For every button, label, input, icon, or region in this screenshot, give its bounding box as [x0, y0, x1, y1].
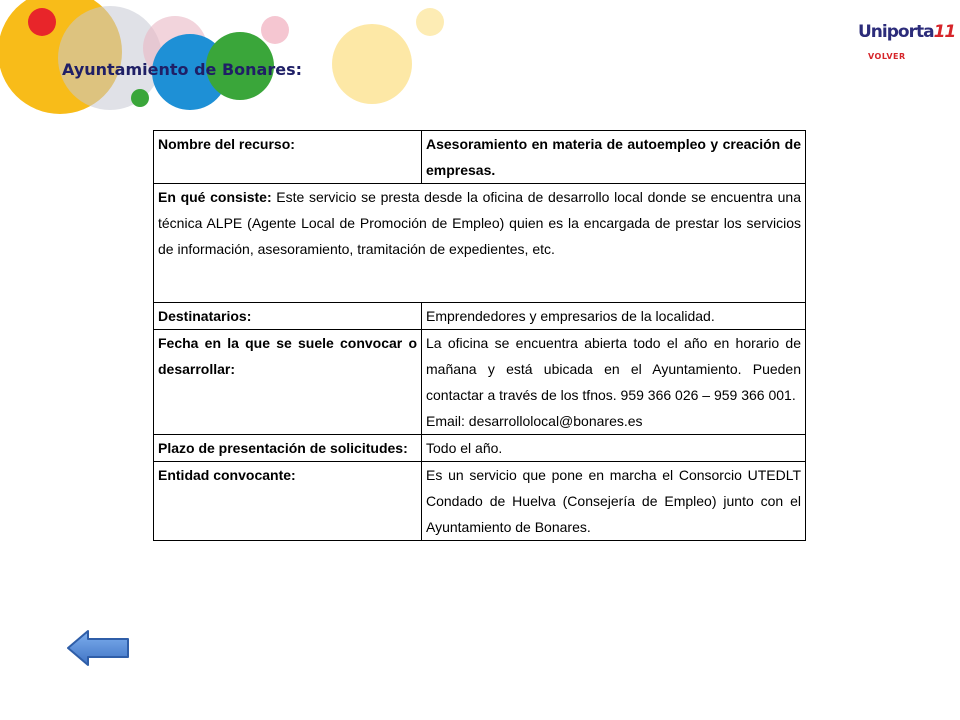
table-row [154, 303, 806, 330]
row-label-destinatarios: Destinatarios: [154, 303, 422, 330]
table-row [154, 435, 806, 462]
fecha-text: La oficina se encuentra abierta todo el año en horario de mañana y está ubicada en el Ayuntamiento. Pueden contactar a través de los tfnos. 959 366 026 – 959 366 001. [426, 335, 801, 403]
email-link[interactable]: Email: desarrollolocal@bonares.es [426, 413, 643, 429]
row-value-plazo: Todo el año. [422, 435, 806, 462]
row-label-consiste: En qué consiste: [158, 189, 272, 205]
table-row [154, 330, 806, 435]
left-arrow-icon[interactable] [66, 628, 130, 668]
row-label-fecha: Fecha en la que se suele convocar o desarrollar: [154, 330, 422, 435]
row-value-destinatarios: Emprendedores y empresarios de la localidad. [422, 303, 806, 330]
volver-link[interactable]: VOLVER [868, 52, 906, 61]
row-value-entidad: Es un servicio que pone en marcha el Consorcio UTEDLT Condado de Huelva (Consejería de Empleo) junto con el Ayuntamiento de Bonares. [422, 462, 806, 541]
resource-table [153, 130, 806, 541]
row-value-fecha [422, 330, 806, 435]
uniporta-logo [852, 12, 956, 50]
table-row [154, 131, 806, 184]
row-label-nombre: Nombre del recurso: [154, 131, 422, 184]
table-row [154, 462, 806, 541]
row-label-entidad: Entidad convocante: [154, 462, 422, 541]
row-value-nombre: Asesoramiento en materia de autoempleo y creación de empresas. [422, 131, 806, 184]
row-label-plazo: Plazo de presentación de solicitudes: [154, 435, 422, 462]
row-value-consiste: Este servicio se presta desde la oficina de desarrollo local donde se encuentra una técnica ALPE (Agente Local de Promoción de Empleo) quien es la encargada de prestar los servicios de información, asesoramiento, tramitación de expedientes, etc. [158, 189, 801, 257]
row-consiste [154, 184, 806, 303]
logo-text: Uniporta11 [858, 22, 956, 42]
page-title: Ayuntamiento de Bonares: [62, 60, 302, 79]
table-row [154, 184, 806, 303]
